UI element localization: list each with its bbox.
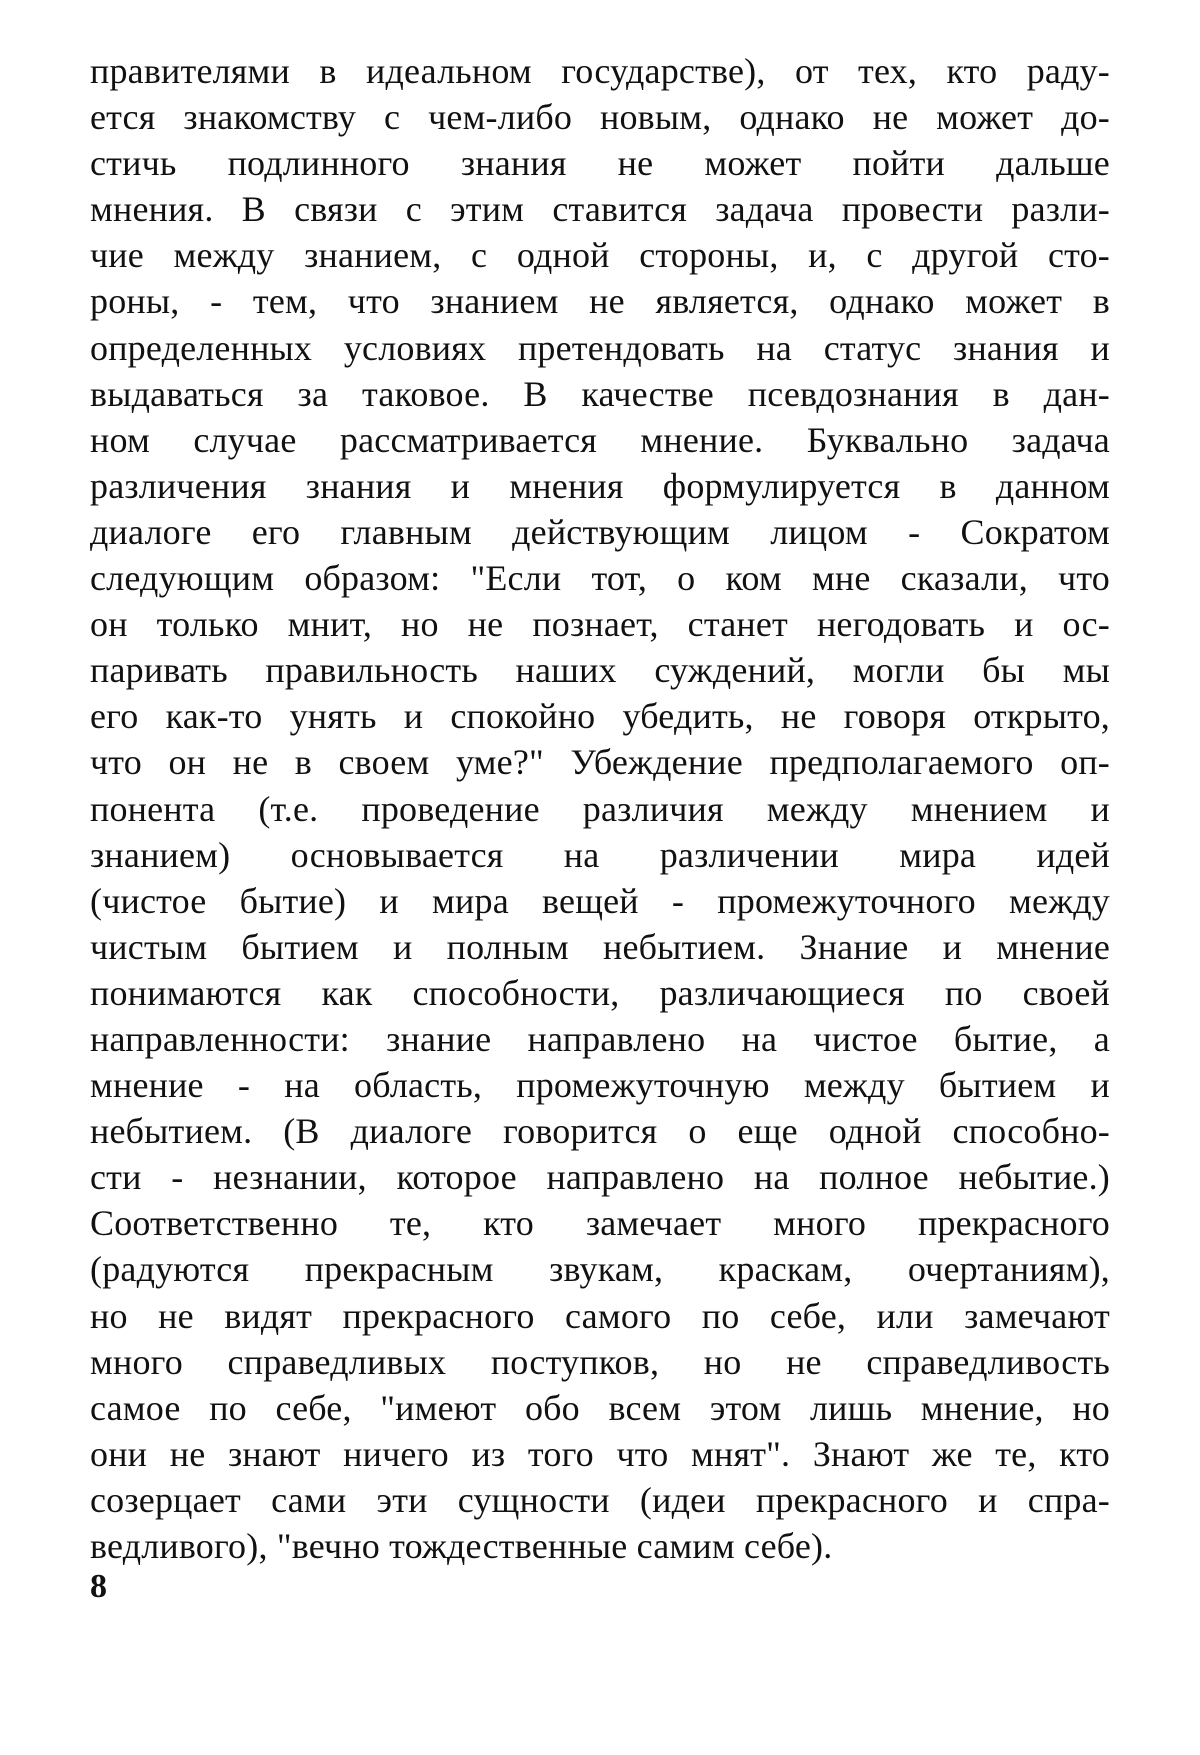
text-line-last: ведливого), "вечно тождественные самим себе). bbox=[90, 1526, 833, 1566]
text-line: его как-то унять и спокойно убедить, не говоря открыто, bbox=[90, 696, 1110, 737]
text-line: созерцает сами эти сущности (идеи прекрасного и спра- bbox=[90, 1479, 1110, 1520]
text-line: мнения. В связи с этим ставится задача провести разли- bbox=[90, 189, 1110, 230]
text-line: понимаются как способности, различающиеся по своей bbox=[90, 972, 1110, 1013]
page-number: 8 bbox=[90, 1568, 107, 1605]
text-line: понента (т.е. проведение различия между мнением и bbox=[90, 788, 1110, 829]
text-line: но не видят прекрасного самого по себе, или замечают bbox=[90, 1295, 1110, 1336]
text-line: небытием. (В диалоге говорится о еще одной способно- bbox=[90, 1111, 1110, 1152]
text-line: ется знакомству с чем-либо новым, однако не может до- bbox=[90, 97, 1110, 138]
text-line: сти - незнании, которое направлено на полное небытие.) bbox=[90, 1157, 1110, 1198]
text-line: много справедливых поступков, но не справедливость bbox=[90, 1341, 1110, 1382]
text-line: стичь подлинного знания не может пойти дальше bbox=[90, 143, 1110, 184]
text-line: самое по себе, "имеют обо всем этом лишь мнение, но bbox=[90, 1387, 1110, 1428]
text-line: они не знают ничего из того что мнят". Знают же те, кто bbox=[90, 1433, 1110, 1474]
text-line: роны, - тем, что знанием не является, однако может в bbox=[90, 281, 1110, 322]
text-line: следующим образом: "Если тот, о ком мне сказали, что bbox=[90, 558, 1110, 599]
text-line: чие между знанием, с одной стороны, и, с другой сто- bbox=[90, 235, 1110, 276]
text-line: знанием) основывается на различении мира идей bbox=[90, 834, 1110, 875]
text-line: Соответственно те, кто замечает много прекрасного bbox=[90, 1203, 1110, 1244]
text-line: что он не в своем уме?" Убеждение предполагаемого оп- bbox=[90, 742, 1110, 783]
text-line: определенных условиях претендовать на статус знания и bbox=[90, 327, 1110, 368]
text-line: чистым бытием и полным небытием. Знание и мнение bbox=[90, 926, 1110, 967]
text-line: (радуются прекрасным звукам, краскам, очертаниям), bbox=[90, 1249, 1110, 1290]
text-line: ном случае рассматривается мнение. Буквально задача bbox=[90, 419, 1110, 460]
text-line: диалоге его главным действующим лицом - Сократом bbox=[90, 511, 1110, 552]
text-line: он только мнит, но не познает, станет негодовать и ос- bbox=[90, 604, 1110, 645]
text-line: мнение - на область, промежуточную между бытием и bbox=[90, 1065, 1110, 1106]
text-line: паривать правильность наших суждений, могли бы мы bbox=[90, 650, 1110, 691]
text-line: (чистое бытие) и мира вещей - промежуточного между bbox=[90, 880, 1110, 921]
body-text bbox=[90, 48, 1110, 1569]
text-line: правителями в идеальном государстве), от тех, кто раду- bbox=[90, 51, 1110, 91]
text-line: направленности: знание направлено на чистое бытие, а bbox=[90, 1018, 1110, 1059]
text-line: различения знания и мнения формулируется в данном bbox=[90, 465, 1110, 506]
text-line: выдаваться за таковое. В качестве псевдознания в дан- bbox=[90, 373, 1110, 414]
